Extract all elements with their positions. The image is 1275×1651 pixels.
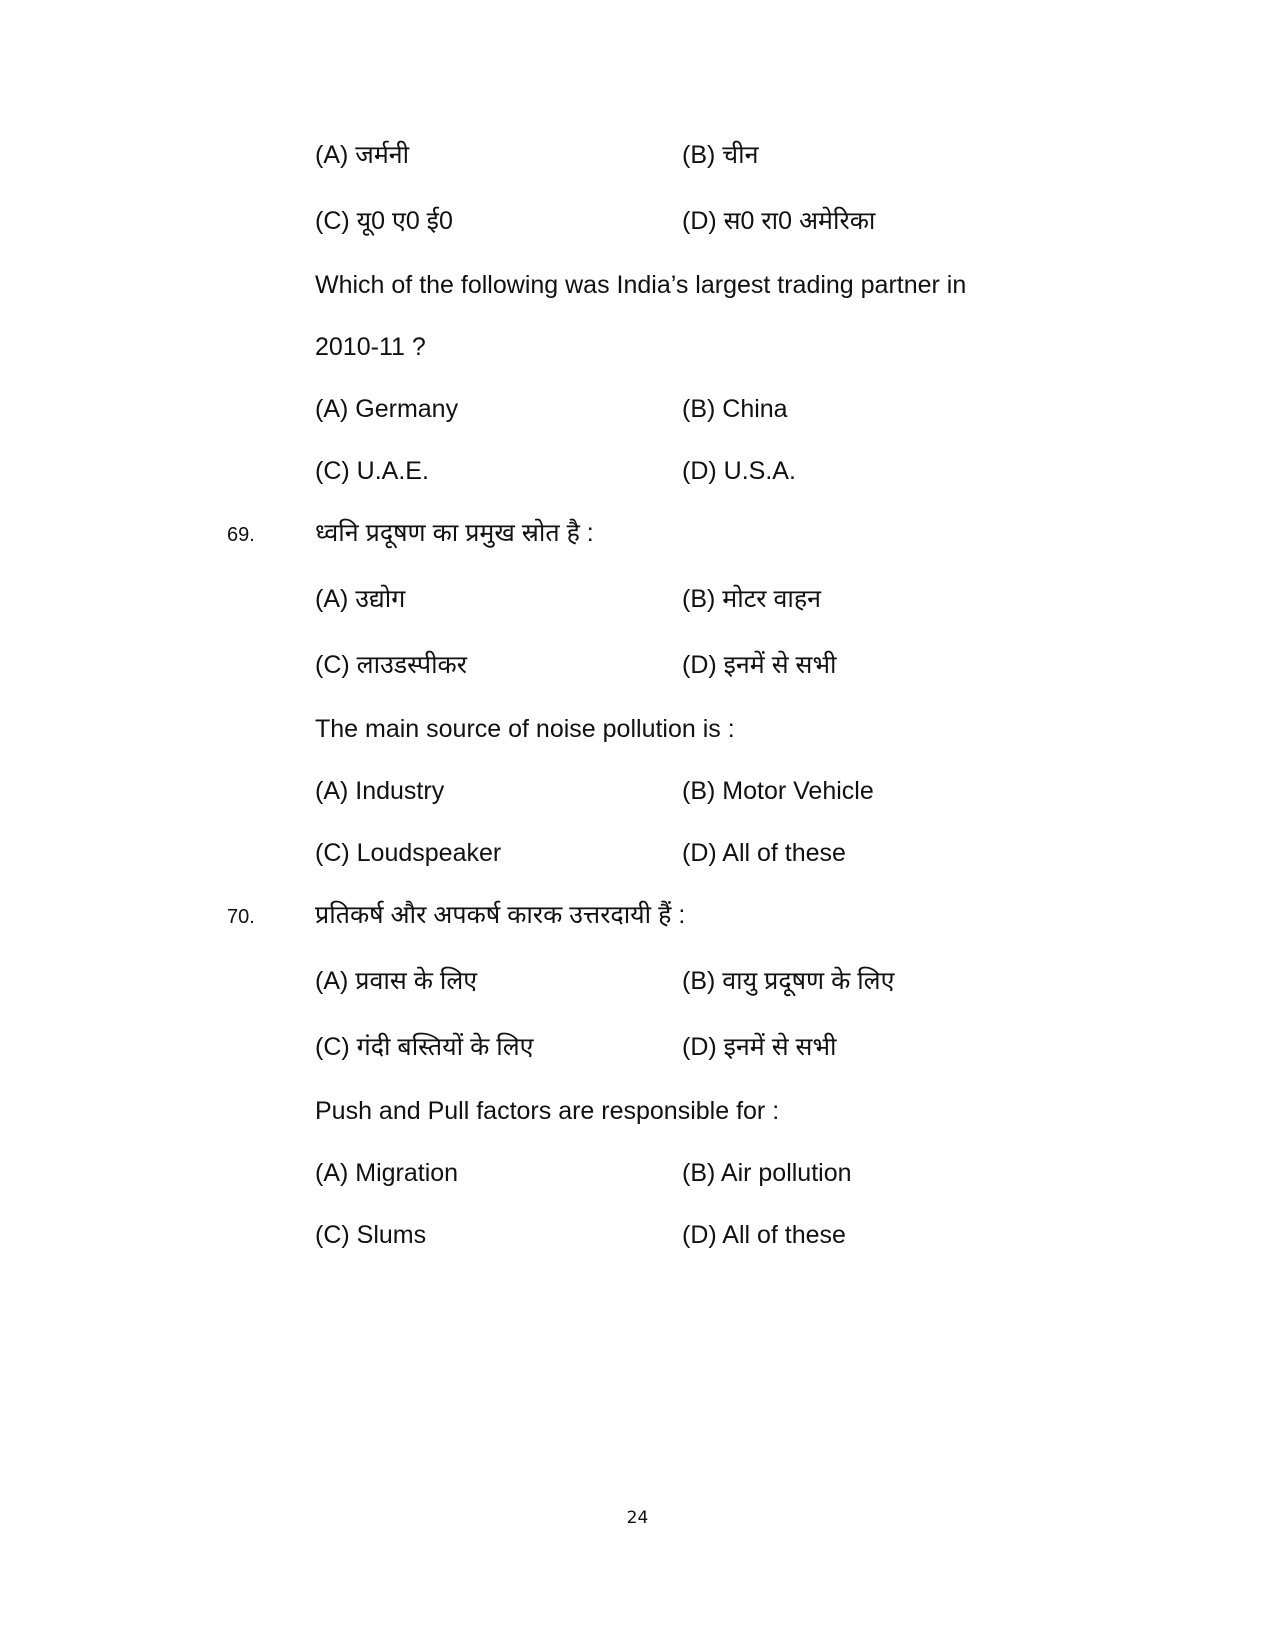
q68-en-option-c: (C) U.A.E.	[315, 457, 429, 485]
q69-en-option-a: (A) Industry	[315, 777, 445, 805]
q69-hi-option-d: (D) इनमें से सभी	[682, 651, 837, 679]
q70-hi-option-b: (B) वायु प्रदूषण के लिए	[682, 967, 895, 995]
q70-en-option-d: (D) All of these	[682, 1221, 846, 1249]
q70-en-option-c: (C) Slums	[315, 1221, 427, 1249]
q68-hi-option-c: (C) यू0 ए0 ई0	[315, 207, 453, 235]
q70-hi-option-a: (A) प्रवास के लिए	[315, 967, 478, 995]
q69-en-option-d: (D) All of these	[682, 839, 846, 867]
q70-number: 70.	[227, 906, 255, 928]
q69-en-option-b: (B) Motor Vehicle	[682, 777, 874, 805]
q69-hi-option-a: (A) उद्योग	[315, 585, 406, 613]
q68-hi-option-b: (B) चीन	[682, 141, 759, 169]
q68-en-option-a: (A) Germany	[315, 395, 459, 423]
q69-en-question: The main source of noise pollution is :	[315, 715, 735, 743]
q70-en-option-a: (A) Migration	[315, 1159, 459, 1187]
q68-en-question-line1: Which of the following was India’s largest trading partner in	[315, 271, 967, 299]
q69-number: 69.	[227, 524, 255, 546]
q68-en-option-b: (B) China	[682, 395, 788, 423]
q70-hi-option-c: (C) गंदी बस्तियों के लिए	[315, 1033, 534, 1061]
q70-en-option-b: (B) Air pollution	[682, 1159, 852, 1187]
q70-en-question: Push and Pull factors are responsible for :	[315, 1097, 780, 1125]
q68-en-option-d: (D) U.S.A.	[682, 457, 796, 485]
q69-hi-option-b: (B) मोटर वाहन	[682, 585, 821, 613]
q70-hi-question: प्रतिकर्ष और अपकर्ष कारक उत्तरदायी हैं :	[315, 901, 686, 929]
q70-hi-option-d: (D) इनमें से सभी	[682, 1033, 837, 1061]
q69-hi-question: ध्वनि प्रदूषण का प्रमुख स्रोत है :	[315, 519, 594, 547]
q68-en-question-line2: 2010-11 ?	[315, 333, 426, 361]
q68-hi-option-a: (A) जर्मनी	[315, 141, 410, 169]
q69-hi-option-c: (C) लाउडस्पीकर	[315, 651, 467, 679]
q69-en-option-c: (C) Loudspeaker	[315, 839, 502, 867]
page-number: 24	[626, 1508, 649, 1528]
q68-hi-option-d: (D) स0 रा0 अमेरिका	[682, 207, 876, 235]
